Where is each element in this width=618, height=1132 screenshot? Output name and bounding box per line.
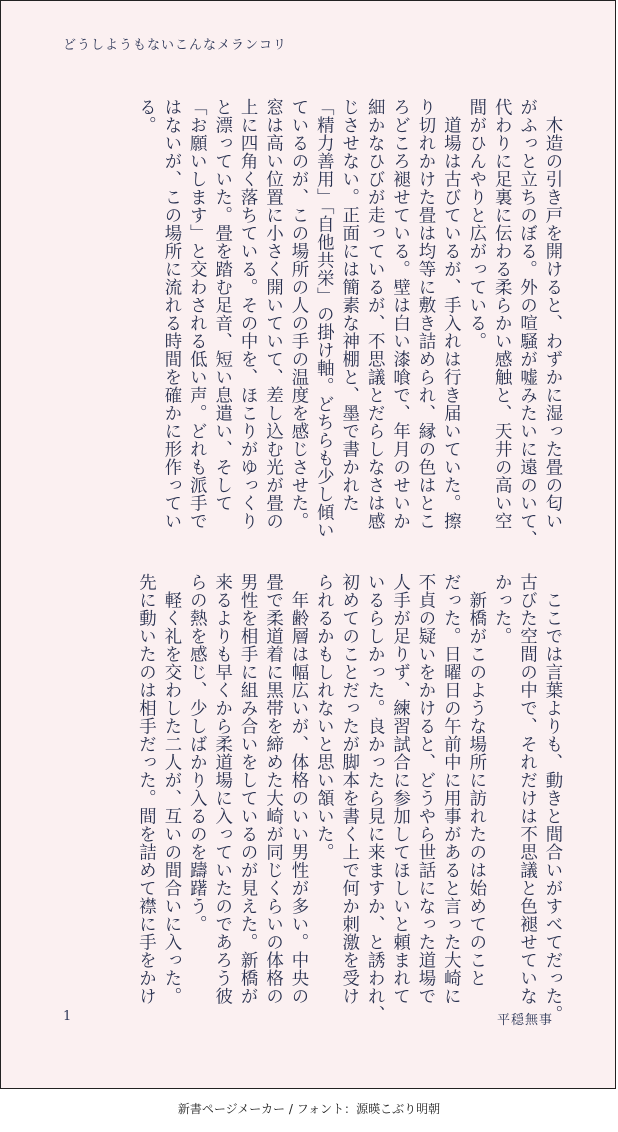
text-line: 年齢層は幅広いが、体格のいい男性が多い。中央の — [287, 573, 308, 1005]
text-line: 道場は古びているが、手入れは行き届いていた。擦 — [440, 98, 461, 530]
text-line: と漂っていた。畳を踏む足音、短い息遣い、そして — [211, 98, 232, 512]
text-line: 不貞の疑いをかけると、どうやら世話になった道場で — [414, 573, 435, 1005]
text-line: られるかもしれないと思い頷いた。 — [313, 573, 334, 861]
text-line: 細かなひびが走っているが、不思議とだらしなさは感 — [364, 98, 385, 530]
text-line: 代わりに足裏に伝わる柔らかい感触と、天井の高い空 — [491, 98, 512, 530]
text-line: 人手が足りず、練習試合に参加してほしいと頼まれて — [389, 573, 410, 1005]
text-line: 木造の引き戸を開けると、わずかに湿った畳の匂い — [542, 98, 562, 530]
text-line: 窓は高い位置に小さく開いていて、差し込む光が畳の — [262, 98, 283, 530]
text-line: 初めてのことだったが脚本を書く上で何か刺激を受け — [338, 573, 359, 1005]
text-line: 「お願いします」と交わされる低い声。どれも派手で — [186, 98, 207, 530]
running-header-title: どうしようもないこんなメランコリ — [63, 38, 288, 53]
text-line: 間がひんやりと広がっている。 — [465, 98, 486, 350]
text-line: 男性を相手に組み合いをしているのが見えた。新橋が — [237, 573, 258, 1005]
text-line: 新橋がこのような場所に訪れたのは始めてのこと — [465, 573, 486, 987]
text-line: 「精力善用」「自他共栄」の掛け軸。どちらも少し傾い — [313, 98, 334, 540]
text-line: 古びた空間の中で、それだけは不思議と色褪せていな — [516, 573, 537, 1005]
text-line: ているのが、この場所の人の手の温度を感じさせた。 — [287, 98, 308, 530]
text-line: ろどころ褪せている。壁は白い漆喰で、年月のせいか — [389, 98, 410, 530]
text-line: 軽く礼を交わした二人が、互いの間合いに入った。 — [160, 573, 181, 1005]
text-block-upper — [132, 98, 564, 548]
text-line: 先に動いたのは相手だった。間を詰めて襟に手をかけ — [135, 573, 156, 1005]
generator-credit: 新書ページメーカー / フォント：源暎こぶり明朝 — [177, 1102, 441, 1116]
text-line: らの熱を感じ、少しばかり入るのを躊躇う。 — [186, 573, 207, 933]
text-line: はないが、この場所に流れる時間を確かに形作ってい — [160, 98, 181, 530]
page-number: 1 — [63, 1009, 72, 1024]
text-line: かった。 — [491, 573, 512, 645]
text-line: じさせない。正面には簡素な神棚と、墨で書かれた — [338, 98, 359, 512]
text-line: いるらしかった。良かったら見に来ますか、と誘われ、 — [364, 573, 385, 1023]
text-line: 来るよりも早くから柔道場に入っていたのであろう彼 — [211, 573, 232, 1005]
running-footer-title: 平穏無事 — [496, 1013, 553, 1028]
text-line: る。 — [135, 98, 156, 134]
text-line: がふっと立ちのぼる。外の喧騒が嘘みたいに遠のいて、 — [516, 98, 537, 548]
text-line: 畳で柔道着に黒帯を締めた大崎が同じくらいの体格の — [262, 573, 283, 1005]
text-line: り切れかけた畳は均等に敷き詰められ、縁の色はとこ — [414, 98, 435, 530]
text-line: 上に四角く落ちている。その中を、ほこりがゆっくり — [237, 98, 258, 530]
text-line: だった。日曜日の午前中に用事があると言った大崎に — [440, 573, 461, 1005]
text-line: ここでは言葉よりも、動きと間合いがすべてだった。 — [542, 573, 562, 1023]
